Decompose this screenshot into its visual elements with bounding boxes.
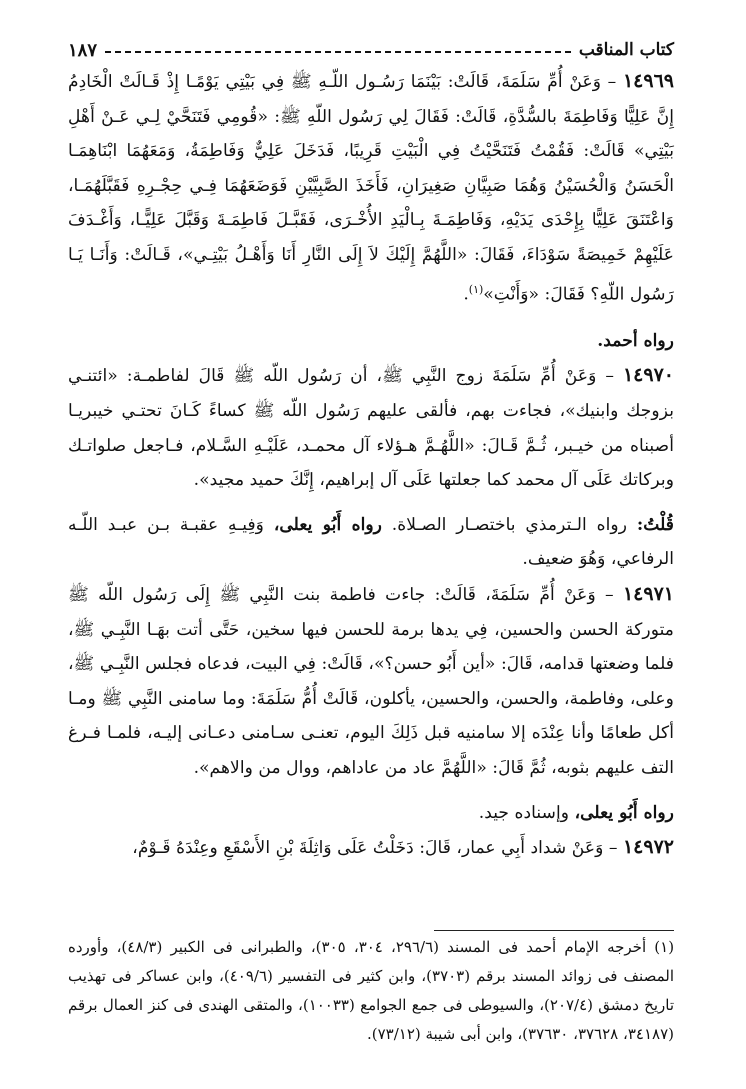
footnote-rule <box>434 930 674 931</box>
hadith-number: ١٤٩٦٩ <box>622 70 674 92</box>
hadith-14970 <box>68 358 674 497</box>
footnotes <box>68 930 674 1049</box>
hadith-14971 <box>68 577 674 786</box>
hadith-14972 <box>68 830 674 866</box>
qultu-label: قُلْتُ: <box>636 514 674 535</box>
hadith-text: – وَعَنْ أُمِّ سَلَمَةَ زوج النَّبِي ﷺ، أن رَسُول اللّه ﷺ قَالَ لفاطمـة: «ائتنـي بزوجك وابنيك»، فجاءت بهم، فألقى عليهم رَسُول اللّه ﷺ كساءً كَـانَ تحتـي خيبريـا أصبناه من خيـبر، ثُـمَّ قَـالَ: «اللَّهُـمَّ هـؤلاء آل محمـد، عَلَيْـهِ السَّـلام، فـاجعل صلواتـك وبركاتك عَلَى آل محمد كما جعلتها عَلَى آل إبراهيم، إِنَّكَ حميد مجيد». <box>68 366 674 491</box>
page-number: ١٨٧ <box>68 39 98 61</box>
source-line <box>68 796 674 831</box>
hadith-text: – وَعَنْ أُمِّ سَلَمَةَ، قَالَتْ: جاءت فاطمة بنت النَّبِي ﷺ إِلَى رَسُول اللّه ﷺ متوركة الحسن والحسين، فِي يدها برمة للحسن فيها سخين، حَتَّى أتت بهَـا النَّبِـي ﷺ، فلما وضعتها قدامه، قَالَ: «أين أَبُو حسن؟»، قَالَتْ: فِي البيت، فدعاه فجلس النَّبِـي ﷺ، وعلى، وفاطمة، والحسن، والحسين، يأكلون، قَالَتْ أُمُّ سَلَمَةَ: وما سامنى النَّبِي ﷺ ومـا أكل طعامًا وأنا عِنْدَه إلا سامنيه قبل ذَلِكَ اليوم، تعنـى سـامنى دعـانى إليـه، فلمـا فـرغ التف عليهم بثوبه، ثُمَّ قَالَ: «اللَّهُمَّ عاد من عاداهم، ووال من والاهم». <box>68 585 674 779</box>
footnote-marker: (١) <box>654 938 675 956</box>
footnote-1 <box>68 933 674 1049</box>
body-text <box>68 64 674 866</box>
commentary <box>68 508 674 577</box>
hadith-14969: ١٤٩٦٩ – وَعَنْ أُمِّ سَلَمَةَ، قَالَتْ: بَيْنَمَا رَسُـول اللّـهِ ﷺ فِي بَيْتِي يَوْمًـا إِذْ قَـالَتْ الْخَادِمُ إِنَّ عَلِيًّا وَفَاطِمَةَ بالسُّدَّةِ، قَالَتْ: فَقَالَ لِي رَسُول اللّهِ ﷺ: «قُومِي فَتَنَحَّيْ لِـي عَـنْ أَهْلِ بَيْتِي» قَالَتْ: فَقُمْتُ فَتَنَحَّيْتُ فِي الْبَيْتِ قَرِيبًا، فَدَخَلَ عَلِيٌّ وَفَاطِمَةُ، وَمَعَهُمَا ابْنَاهِمَـا الْحَسَنُ وَالْحُسَيْنُ وَهُمَا صَبِيَّانِ صَغِيرَانِ، فَأَخَذَ الصَّبِيَّيْنِ فَوَضَعَهُمَا فِـي حِجْـرِهِ فَقَبَّلَهُمَـا، وَاعْتَنَقَ عَلِيًّا بِإِحْدَى يَدَيْهِ، وَفَاطِمَـةَ بِـالْيَدِ الأُخْـرَى، فَقَبَّـلَ فَاطِمَـةَ وَقَبَّلَ عَلِيًّـا، وَأَغْـدَفَ عَلَيْهِمْ خَمِيصَةً سَوْدَاءَ، فَقَالَ: «اللَّهُمَّ إِلَيْكَ لاَ إِلَى النَّارِ أَنَا وَأَهْـلُ بَيْتِـي»، قَـالَتْ: وَأَنَـا يَـا رَسُول اللّهِ؟ فَقَالَ: «وَأَنْتِ»$^{(١)}$. <box>68 70 674 305</box>
hadith-number: ١٤٩٧١ <box>622 583 674 606</box>
running-header <box>68 36 674 64</box>
hadith-text: – وَعَنْ شداد أَبِي عمار، قَالَ: دَخَلْتُ عَلَى وَاثِلَةَ بْنِ الأَسْقَعِ وعِنْدَهُ قَـوْمٌ، <box>132 838 618 859</box>
source-label: رواه أَبُو يعلى، <box>574 802 674 823</box>
hadith-text: – وَعَنْ أُمِّ سَلَمَةَ، قَالَتْ: بَيْنَمَا رَسُـول اللّـهِ ﷺ فِي بَيْتِي يَوْمًـا إِذْ قَـالَتْ الْخَادِمُ إِنَّ عَلِيًّا وَفَاطِمَةَ بالسُّدَّةِ، قَالَتْ: فَقَالَ لِي رَسُول اللّهِ ﷺ: «قُومِي فَتَنَحَّيْ لِـي عَـنْ أَهْلِ بَيْتِي» قَالَتْ: فَقُمْتُ فَتَنَحَّيْتُ فِي الْبَيْتِ قَرِيبًا، فَدَخَلَ عَلِيٌّ وَفَاطِمَةُ، وَمَعَهُمَا ابْنَاهِمَـا الْحَسَنُ وَالْحُسَيْنُ وَهُمَا صَبِيَّانِ صَغِيرَانِ، فَأَخَذَ الصَّبِيَّيْنِ فَوَضَعَهُمَا فِـي حِجْـرِهِ فَقَبَّلَهُمَـا، وَاعْتَنَقَ عَلِيًّا بِإِحْدَى يَدَيْهِ، وَفَاطِمَـةَ بِـالْيَدِ الأُخْـرَى، فَقَبَّـلَ فَاطِمَـةَ وَقَبَّلَ عَلِيًّـا، وَأَغْـدَفَ عَلَيْهِمْ خَمِيصَةً سَوْدَاءَ، فَقَالَ: «اللَّهُمَّ إِلَيْكَ لاَ إِلَى النَّارِ أَنَا وَأَهْـلُ بَيْتِـي»، قَـالَتْ: وَأَنَـا يَـا رَسُول اللّهِ؟ فَقَالَ: «وَأَنْتِ» <box>68 72 674 305</box>
qultu-source: رواه أَبُو يعلى، <box>273 514 382 535</box>
source-line: رواه أحمد. <box>597 330 674 351</box>
footnote-ref[interactable]: (١) <box>468 282 484 296</box>
source-rest: وإسناده جيد. <box>478 802 570 823</box>
hadith-number: ١٤٩٧٠ <box>622 364 674 387</box>
qultu-rest: وَفِيـهِ عقبـة بـن عبـد اللّـه الرفاعي، وَهُوَ ضعيف. <box>68 514 674 570</box>
footnote-text: أخرجه الإمام أحمد فى المسند (٢٩٦/٦، ٣٠٤، ٣٠٥)، والطبرانى فى الكبير (٤٨/٣)، وأورده المصنف فى زوائد المسند برقم (٣٧٠٣)، وابن كثير فى التفسير (٤٠٩/٦)، وابن عساكر فى تهذيب تاريخ دمشق (٢٠٧/٤)، والسيوطى فى جمع الجوامع (١٠٠٣٣)، والمتقى الهندى فى كنز العمال برقم (٣٤١٨٧، ٣٧٦٢٨، ٣٧٦٣٠)، وابن أبى شيبة (٧٣/١٢). <box>68 938 675 1043</box>
hadith-number: ١٤٩٧٢ <box>622 836 674 859</box>
book-title: كتاب المناقب <box>578 40 674 60</box>
header-dash-rule <box>105 51 571 53</box>
page <box>68 36 674 866</box>
qultu-text: رواه الـترمذي باختصـار الصـلاة. <box>391 514 628 535</box>
